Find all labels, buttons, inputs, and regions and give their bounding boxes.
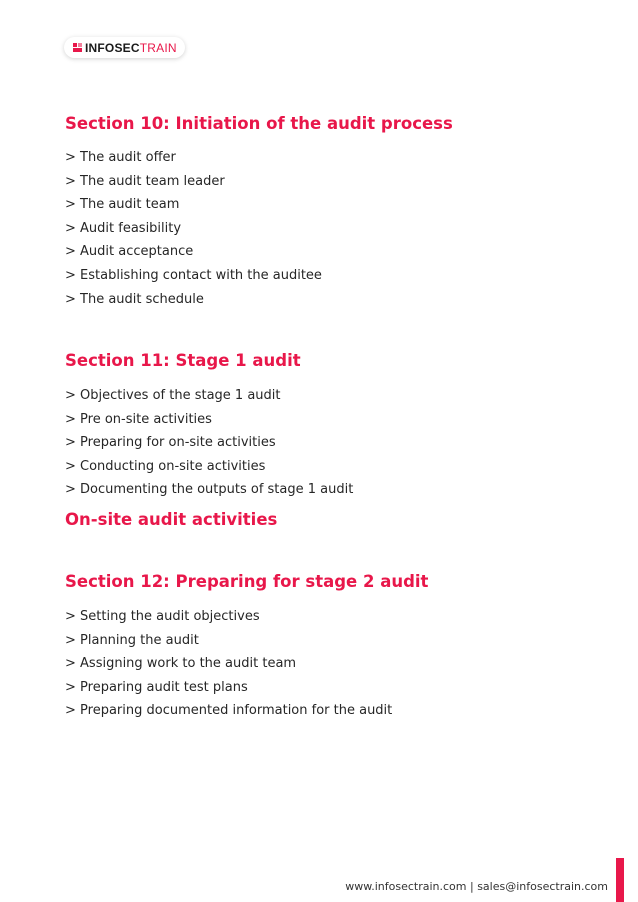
section-10-title: Section 10: Initiation of the audit process [65,114,453,133]
section-11-title: Section 11: Stage 1 audit [65,351,301,370]
list-item: > Conducting on-site activities [65,458,266,474]
brand-mark-icon [73,43,82,52]
list-item: > The audit offer [65,150,176,165]
list-item: > Documenting the outputs of stage 1 audit [65,482,354,498]
list-item: > Pre on-site activities [65,411,212,427]
brand-wordmark-part2: TRAIN [139,40,177,55]
list-item: > Assigning work to the audit team [65,656,297,672]
list-item: > Planning the audit [65,632,199,648]
corner-accent-bar [616,858,624,902]
section-12-list [65,605,392,723]
brand-wordmark-part1: INFOSEC [85,40,140,55]
section-11-list [65,384,353,502]
footer-contact: www.infosectrain.com | sales@infosectrain.com [345,880,608,893]
section-12-title: Section 12: Preparing for stage 2 audit [65,572,429,591]
brand-logo [64,37,185,58]
list-item: > Audit feasibility [65,220,182,236]
section-10-list [65,146,322,311]
list-item: > Audit acceptance [65,244,194,260]
list-item: > Setting the audit objectives [65,609,260,624]
list-item: > Establishing contact with the auditee [65,267,322,283]
onsite-activities-title: On-site audit activities [65,510,278,529]
list-item: > Objectives of the stage 1 audit [65,388,281,403]
list-item: > The audit team leader [65,173,225,189]
list-item: > Preparing for on-site activities [65,435,276,451]
brand-wordmark [85,42,177,54]
list-item: > The audit schedule [65,291,204,307]
list-item: > Preparing documented information for the audit [65,703,393,719]
list-item: > The audit team [65,197,180,213]
list-item: > Preparing audit test plans [65,679,248,695]
